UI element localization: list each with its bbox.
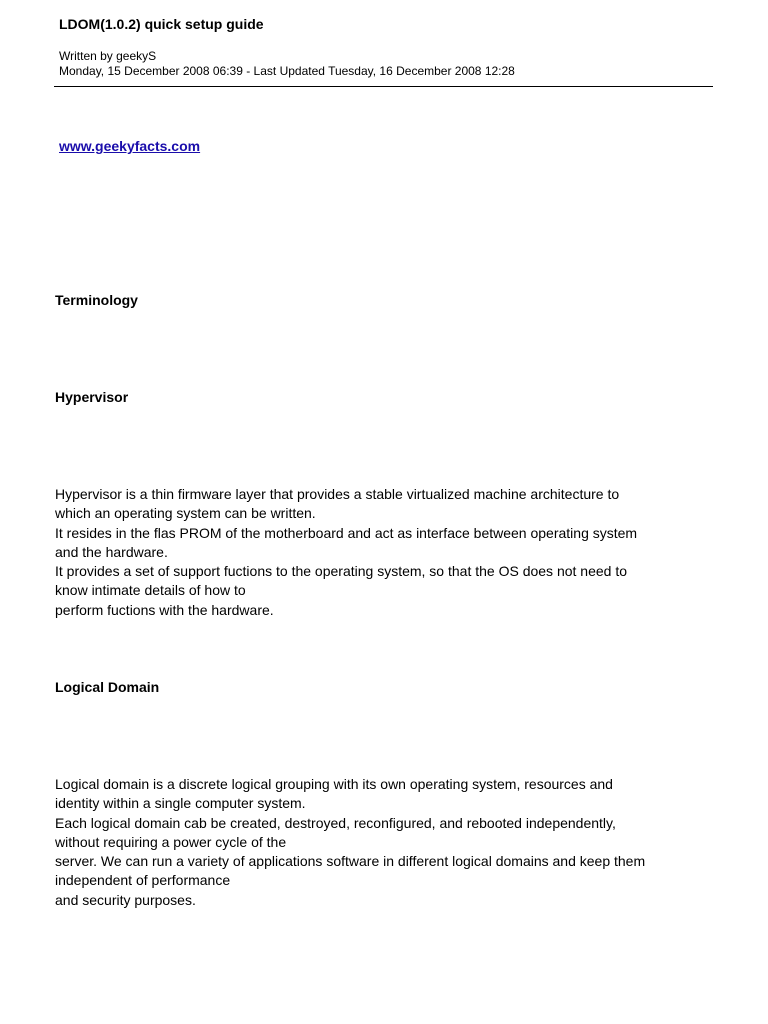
heading-hypervisor: Hypervisor: [55, 389, 129, 405]
date-line: Monday, 15 December 2008 06:39 - Last Updated Tuesday, 16 December 2008 12:28: [59, 64, 515, 78]
hypervisor-paragraph: [55, 485, 720, 620]
paragraph-line: It resides in the flas PROM of the motherboard and act as interface between operating system: [55, 524, 638, 541]
paragraph-line: Hypervisor is a thin firmware layer that provides a stable virtualized machine architecture to: [55, 486, 620, 502]
paragraph-line: independent of performance: [55, 872, 231, 889]
paragraph-line: perform fuctions with the hardware.: [55, 601, 274, 618]
heading-terminology: Terminology: [55, 292, 138, 308]
paragraph-line: and the hardware.: [55, 543, 168, 560]
website-link[interactable]: www.geekyfacts.com: [59, 138, 201, 154]
document-title: LDOM(1.0.2) quick setup guide: [59, 16, 264, 32]
author-line: Written by geekyS: [59, 49, 157, 63]
header-divider: [54, 86, 713, 87]
paragraph-line: which an operating system can be written.: [55, 505, 316, 522]
logical-domain-paragraph: [55, 775, 720, 910]
document-meta: [59, 49, 515, 79]
paragraph-line: and security purposes.: [55, 891, 196, 908]
heading-logical-domain: Logical Domain: [55, 679, 160, 695]
paragraph-line: It provides a set of support fuctions to the operating system, so that the OS does not need to: [55, 563, 628, 580]
paragraph-line: know intimate details of how to: [55, 582, 246, 599]
paragraph-line: identity within a single computer system.: [55, 795, 306, 812]
paragraph-line: Each logical domain cab be created, destroyed, reconfigured, and rebooted independently,: [55, 814, 616, 831]
paragraph-line: Logical domain is a discrete logical grouping with its own operating system, resources and: [55, 776, 613, 792]
paragraph-line: without requiring a power cycle of the: [55, 833, 287, 850]
paragraph-line: server. We can run a variety of applications software in different logical domains and keep them: [55, 853, 646, 870]
